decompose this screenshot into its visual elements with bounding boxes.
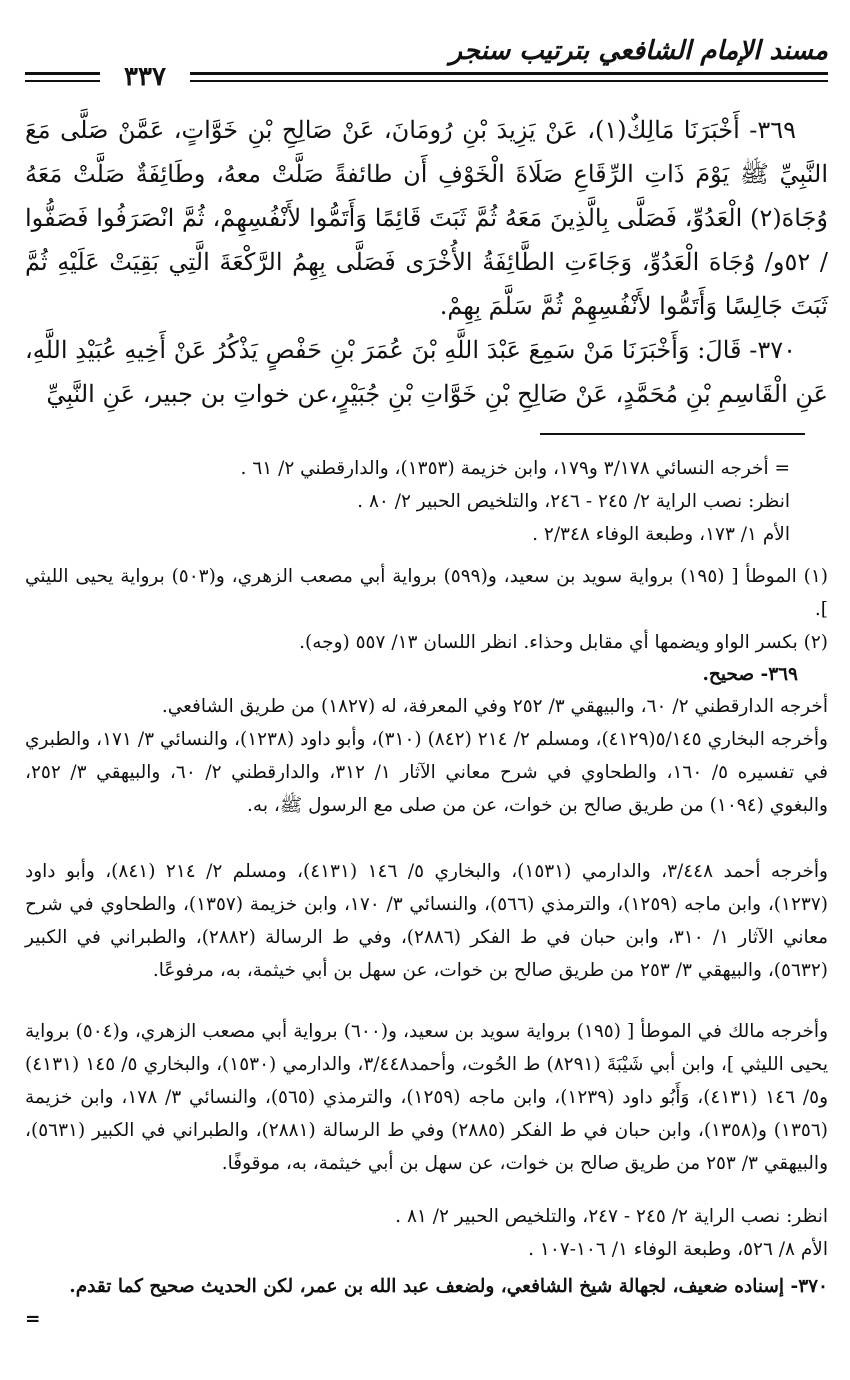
hadith-369: ٣٦٩- أَخْبَرَنَا مَالِكٌ(١)، عَنْ يَزِيدَ بْنِ رُومَانَ، عَنْ صَالِحِ بْنِ خَوَّاتٍ، عَمَّنْ صَلَّى مَعَ النَّبِيِّ ﷺ يَوْمَ ذَاتِ الرِّقَاعِ صَلَاةَ الْخَوْفِ أَن طائفةً صَلَّتْ معهُ، وطَائِفَةٌ صَلَّتْ مَعَهُ وُجَاهَ(٢) الْعَدُوِّ، فَصَلَّى بِالَّذِينَ مَعَهُ ثُمَّ ثَبَتَ قَائِمًا وَأَتَمُّوا لأَنْفُسِهِمْ، ثُمَّ انْصَرَفُوا فَصَفُّوا / ٥٢و/ وُجَاهَ الْعَدُوِّ، وَجَاءَتِ الطَّائِفَةُ الأُخْرَى فَصَلَّى بِهِمُ الرَّكْعَةَ الَّتِي بَقِيَتْ عَلَيْهِ ثُمَّ ثَبَتَ جَالِسًا وَأَتَمُّوا لأَنْفُسِهِمْ ثُمَّ سَلَّمَ بِهِمْ. xyxy=(25,116,828,320)
grade-370: ٣٧٠- إسناده ضعيف، لجهالة شيخ الشافعي، ولضعف عبد الله بن عمر، لكن الحديث صحيح كما تقدم. xyxy=(69,1276,828,1297)
hadith-370: ٣٧٠- قَالَ: وَأَخْبَرَنَا مَنْ سَمِعَ عَبْدَ اللَّهِ بْنَ عُمَرَ بْنِ حَفْصٍ يَذْكُرُ عَنْ أَخِيهِ عُبَيْدِ اللَّهِ، عَنِ الْقَاسِمِ بْنِ مُحَمَّدٍ، عَنْ صَالِحِ بْنِ خَوَّاتِ بْنِ جُبَيْرٍ،عن خواتِ بن جبير، عَنِ النَّبِيِّ xyxy=(25,336,828,408)
takhrij-paragraph-3: وأخرجه أحمد ٣/٤٤٨، والدارمي (١٥٣١)، والبخاري ٥/ ١٤٦ (٤١٣١)، ومسلم ٢/ ٢١٤ (٨٤١)، وأبو داود (١٢٣٧)، وابن ماجه (١٢٥٩)، والترمذي (٥٦٦)، والنسائي ٣/ ١٧٠، وابن خزيمة (١٣٥٧)، والطحاوي في شرح معاني الآثار ١/ ٣١٠، وابن حبان في ط الفكر (٢٨٨٦)، وفي ط الرسالة (٢٨٨٢)، والطبراني في الكبير (٥٦٣٢)، والبيهقي ٣/ ٢٥٣ من طريق صالح بن خوات، عن سهل بن أبي خيثمة، به، مرفوعًا. xyxy=(25,861,828,981)
takhrij-paragraph-2: وأخرجه البخاري ٥/١٤٥(٤١٢٩)، ومسلم ٢/ ٢١٤ (٨٤٢) (٣١٠)، وأبو داود (١٢٣٨)، والنسائي ٣/ ١٧١، والطبري في تفسيره ٥/ ١٦٠، والطحاوي في شرح معاني الآثار ١/ ٣١٢، والدارقطني ٢/ ٦٠، والبيهقي ٣/ ٢٥٢، والبغوي (١٠٩٤) من طريق صالح بن خوات، عن من صلى مع الرسول ﷺ، به. xyxy=(25,729,828,816)
takhrij-paragraph-1: أخرجه الدارقطني ٢/ ٦٠، والبيهقي ٣/ ٢٥٢ وفي المعرفة، له (١٨٢٧) من طريق الشافعي. xyxy=(161,696,828,717)
takhrij-paragraph-6: الأم ٨/ ٥٢٦، وطبعة الوفاء ١/ ١٠٦-١٠٧ . xyxy=(528,1239,828,1260)
grade-369: ٣٦٩- صحيح. xyxy=(702,664,798,685)
takhrij-paragraph-4: وأخرجه مالك في الموطأ [ (١٩٥) برواية سويد بن سعيد، و(٦٠٠) برواية أبي مصعب الزهري، و(٥٠٤) برواية يحيى الليثي ]، وابن أبي شَيْبَةَ (٨٢٩١) ط الحُوت، وأحمد٣/٤٤٨، والدارمي (١٥٣٠)، والبخاري ٥/ ١٤٥ (٤١٣١) و٥/ ١٤٦ (٤١٣١)، وَأَبُو داود (١٢٣٩)، وابن ماجه (١٢٥٩)، والترمذي (٥٦٥)، والنسائي ٣/ ١٧٨، وابن خزيمة (١٣٥٦) و(١٣٥٨)، وابن حبان في ط الفكر (٢٨٨٥) وفي ط الرسالة (٢٨٨١)، والطبراني في الكبير (٥٦٣١)، والبيهقي ٣/ ٢٥٣ من طريق صالح بن خوات، عن سهل بن أبي خيثمة، به، موقوفًا. xyxy=(25,1021,829,1174)
main-text xyxy=(25,108,828,416)
footnote-continuation-2: انظر: نصب الراية ٢/ ٢٤٥ - ٢٤٦، والتلخيص الحبير ٢/ ٨٠ . xyxy=(357,491,790,512)
takhrij-paragraph-5: انظر: نصب الراية ٢/ ٢٤٥ - ٢٤٧، والتلخيص الحبير ٢/ ٨١ . xyxy=(395,1206,828,1227)
footnote-1: (١) الموطأ [ (١٩٥) برواية سويد بن سعيد، و(٥٩٩) برواية أبي مصعب الزهري، و(٥٠٣) برواية يحيى الليثي ]. xyxy=(25,566,828,620)
footnote-continuation-3: الأم ١/ ١٧٣، وطبعة الوفاء ٢/٣٤٨ . xyxy=(532,524,790,545)
running-header-title: مسند الإمام الشافعي بترتيب سنجر xyxy=(449,36,828,66)
continued-mark: = xyxy=(25,1309,41,1330)
footnote-2: (٢) بكسر الواو ويضمها أي مقابل وحذاء. انظر اللسان ١٣/ ٥٥٧ (وجه). xyxy=(299,632,828,653)
footnote-separator xyxy=(540,433,805,435)
page-number: ٣٣٧ xyxy=(100,62,190,92)
footnote-continuation-1: = أخرجه النسائي ٣/١٧٨ و١٧٩، وابن خزيمة (١٣٥٣)، والدارقطني ٢/ ٦١ . xyxy=(240,458,790,479)
